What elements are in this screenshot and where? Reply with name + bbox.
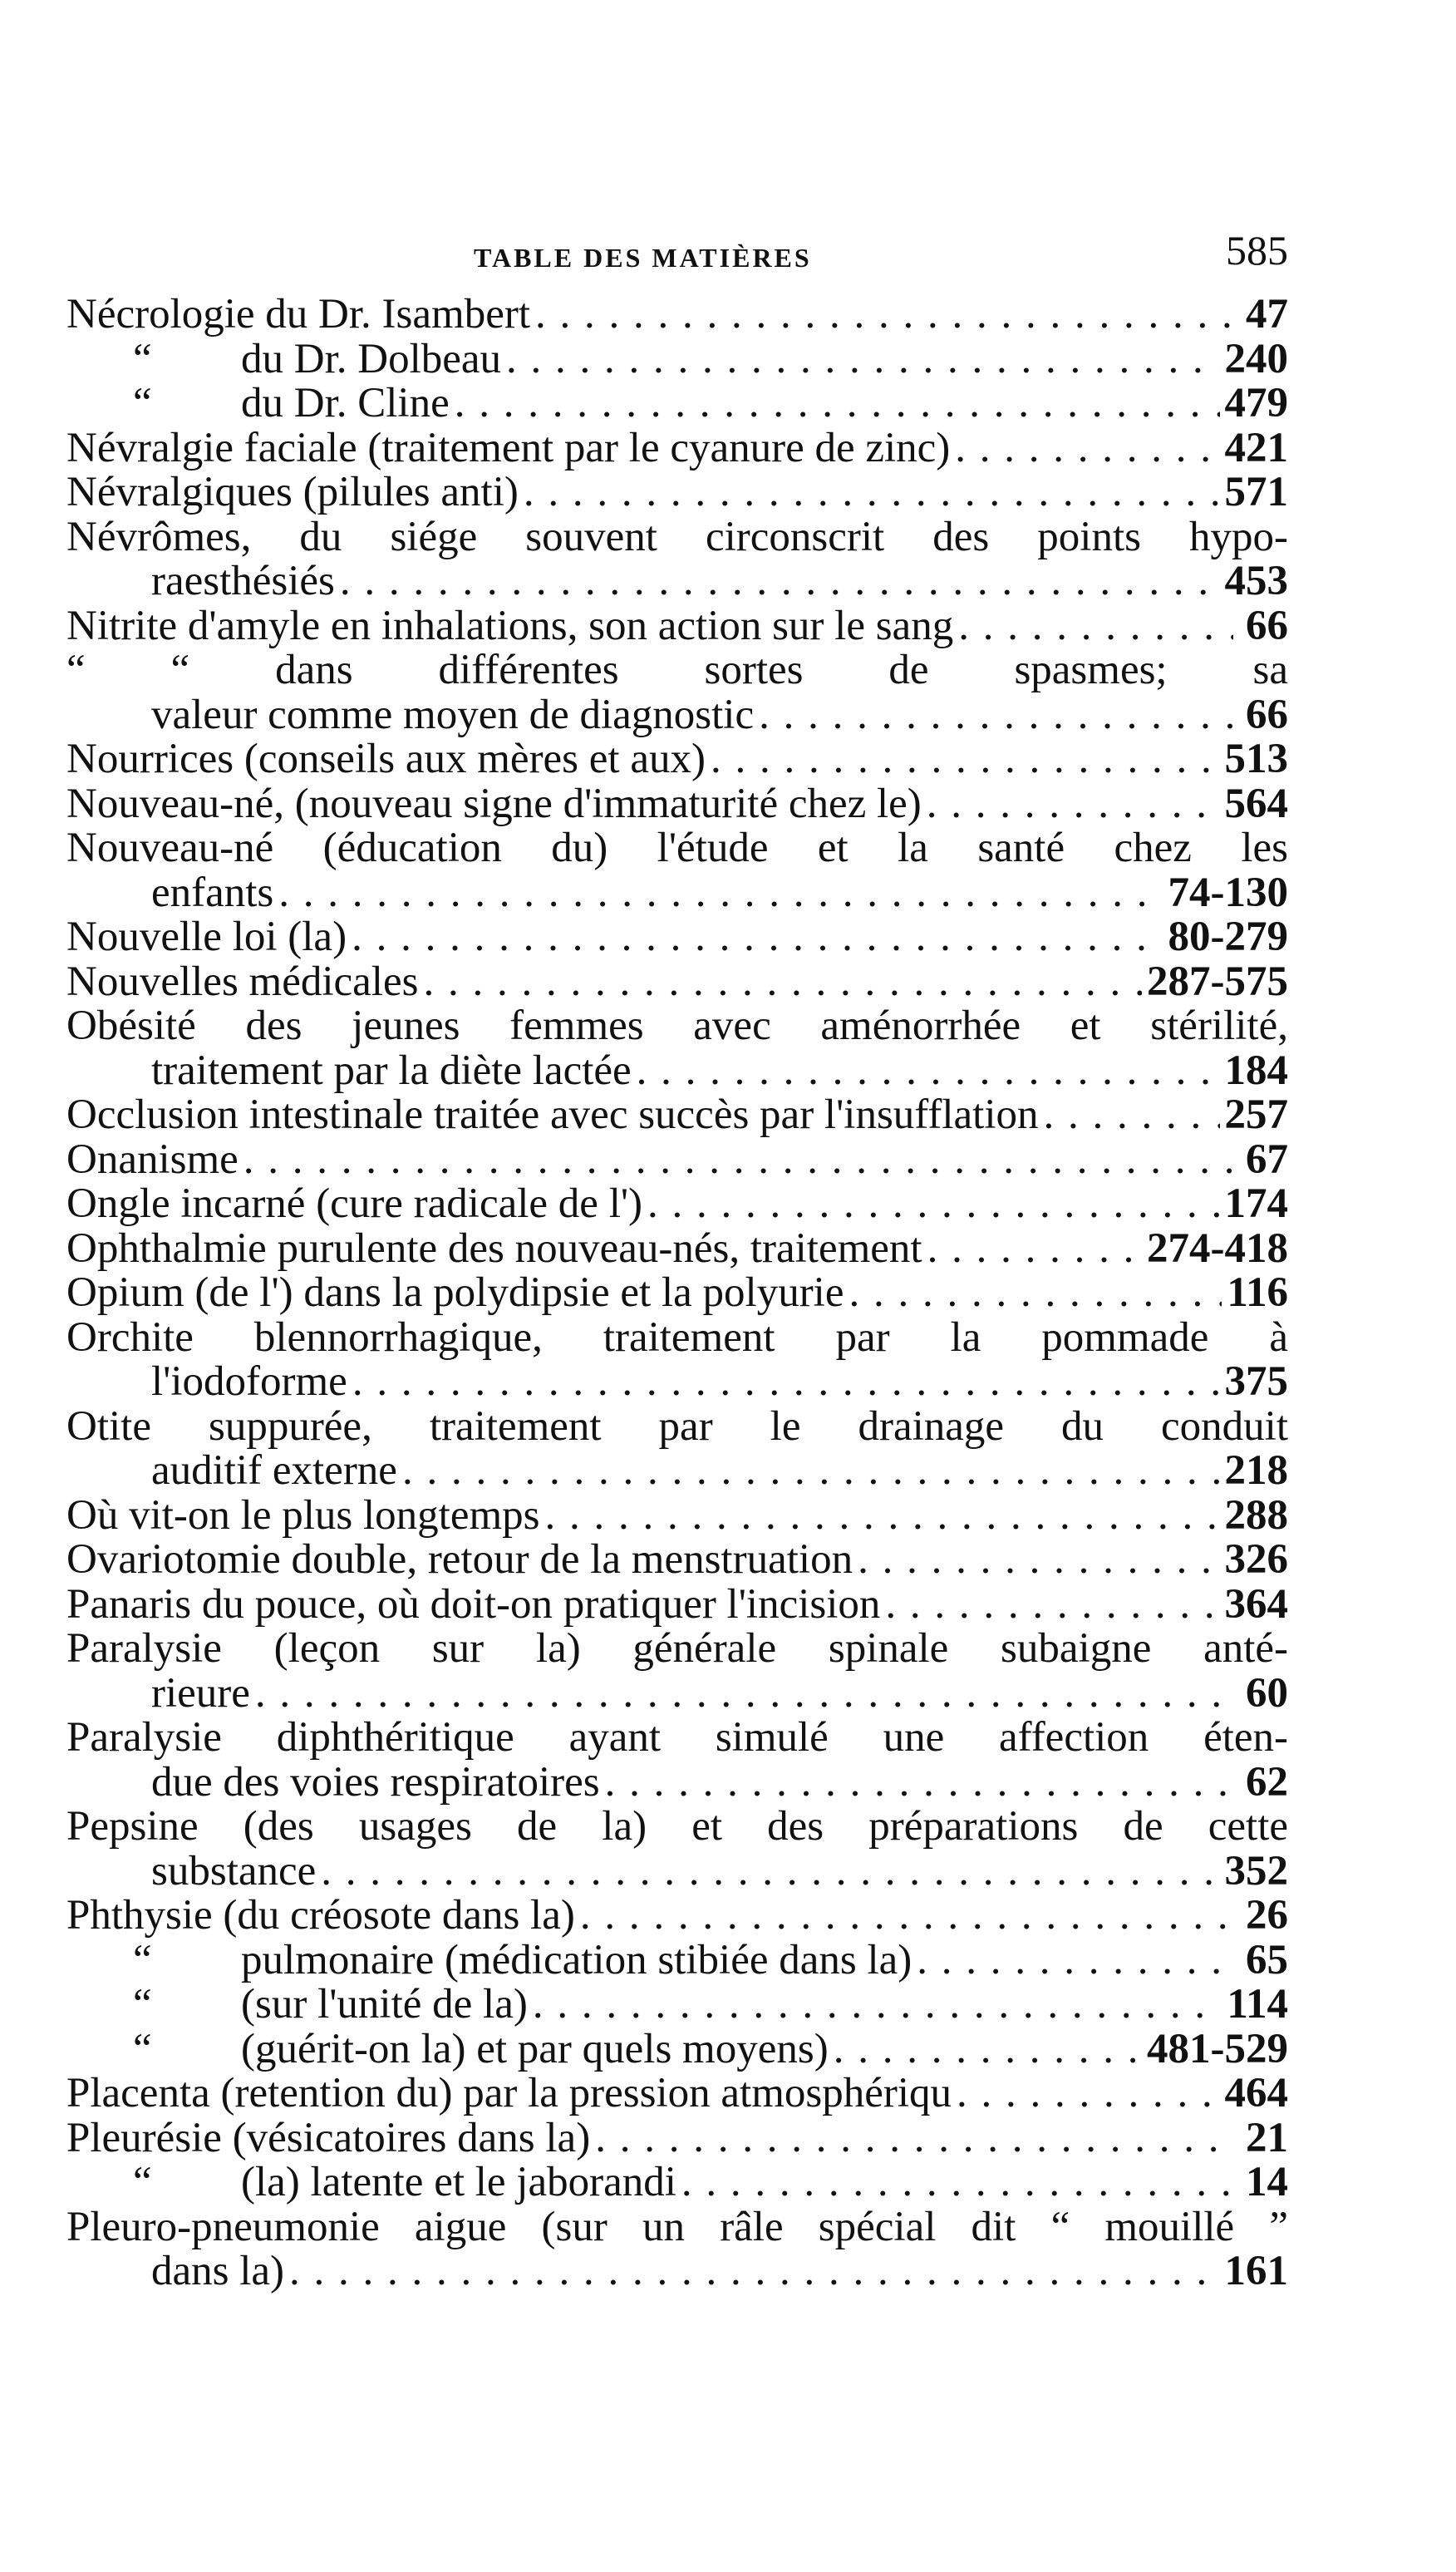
entry-page: 513 [1224,736,1288,782]
index-entry [66,1983,1288,2028]
entry-page: 326 [1224,1536,1288,1583]
entry-page: 26 [1246,1892,1288,1939]
dot-leader [927,782,1220,827]
index-entry [66,293,1288,338]
index-entry [66,1402,1288,1494]
ditto-mark: “ [133,2025,152,2072]
dot-leader [580,1894,1233,1939]
dot-leader [1044,1093,1220,1138]
entry-page: 375 [1224,1358,1288,1405]
index-entry [66,2161,1288,2205]
entry-text: Placenta (retention du) par la pression atmosphériqu [66,2070,952,2116]
entry-continuation [66,871,1288,916]
entry-text: valeur comme moyen de diagnostic [151,691,755,738]
dot-leader [858,1538,1219,1583]
index-list [66,293,1288,2294]
index-entry [66,1538,1288,1583]
entry-page: 62 [1246,1758,1288,1806]
entry-text-line1: Nouveau-né (éducation du) l'étude et la santé chez les [66,825,1288,871]
index-entry [66,2205,1288,2294]
entry-text: enfants [151,869,274,916]
index-entry [66,2072,1288,2116]
entry-page: 287-575 [1147,958,1288,1005]
entry-page: 453 [1224,558,1288,604]
dot-leader [957,2072,1220,2116]
index-entry [66,1491,1288,1539]
entry-page: 479 [1224,380,1288,426]
index-entry [66,515,1288,604]
dot-leader [637,1049,1220,1094]
dot-leader [647,1182,1219,1227]
entry-continuation [66,2249,1288,2294]
entry-text: Névralgie faciale (traitement par le cyanure de zinc) [66,424,951,471]
entry-page: 352 [1224,1847,1288,1895]
dot-leader [885,1583,1219,1628]
entry-text: Nitrite d'amyle en inhalations, son action sur le sang [66,602,954,649]
index-entry [66,1627,1288,1716]
entry-continuation [66,693,1288,738]
entry-text: l'iodoforme [151,1358,347,1405]
entry-page: 481-529 [1147,2025,1288,2072]
entry-text-line1: Paralysie diphthéritique ayant simulé une affection éten- [66,1714,1288,1761]
entry-text: Nourrices (conseils aux mères et aux) [66,736,706,782]
index-page [66,218,1288,2294]
entry-page: 60 [1246,1669,1288,1717]
index-entry [66,1138,1288,1183]
entry-continuation [66,1049,1288,1094]
dot-leader [352,1360,1220,1405]
entry-text-line1: Obésité des jeunes femmes avec aménorrhée et stérilité, [66,1003,1288,1049]
index-entry [66,1580,1288,1628]
dot-leader [524,471,1220,515]
index-entry [66,826,1288,915]
index-entry [66,1182,1288,1227]
entry-page: 184 [1224,1047,1288,1094]
entry-text: Ophthalmie purulente des nouveau-nés, traitement [66,1224,922,1272]
entry-page: 240 [1224,335,1288,382]
index-entry [66,960,1288,1005]
dot-leader [834,2028,1142,2072]
dot-leader [243,1138,1233,1183]
entry-text-line1: Orchite blennorrhagique, traitement par la pommade à [66,1313,1288,1361]
entry-text: Onanisme [66,1136,239,1183]
entry-text: du Dr. Cline [241,380,450,426]
entry-page: 161 [1224,2248,1288,2294]
dot-leader [455,382,1220,426]
entry-text-line1: Pleuro-pneumonie aigue (sur un râle spécial dit “ mouillé ” [66,2203,1288,2250]
entry-text: Pleurésie (vésicatoires dans la) [66,2114,591,2161]
entry-text: Ongle incarné (cure radicale de l') [66,1180,643,1227]
dot-leader [506,338,1219,382]
entry-continuation [66,1449,1288,1494]
entry-page: 116 [1227,1269,1288,1316]
dot-leader [535,293,1233,338]
entry-page: 564 [1224,780,1288,827]
entry-text: Nouveau-né, (nouveau signe d'immaturité chez le) [66,780,922,827]
index-entry [66,604,1288,649]
entry-text: (guérit-on la) et par quels moyens) [241,2025,829,2072]
entry-text: Occlusion intestinale traitée avec succès par l'insufflation [66,1091,1039,1138]
dot-leader [423,960,1142,1005]
entry-page: 65 [1246,1936,1288,1983]
entry-text: Où vit-on le plus longtemps [66,1491,540,1539]
entry-text: dans la) [151,2248,285,2294]
entry-page: 571 [1224,469,1288,515]
index-entry [66,335,1288,382]
entry-text: due des voies respiratoires [151,1758,600,1806]
entry-text: auditif externe [151,1447,397,1494]
dot-leader [340,559,1220,604]
entry-text: Nouvelles médicales [66,958,419,1005]
dot-leader [533,1983,1222,2028]
entry-text: (sur l'unité de la) [241,1981,528,2028]
entry-page: 66 [1246,691,1288,738]
index-entry [66,1004,1288,1093]
entry-text: Nouvelle loi (la) [66,914,347,960]
index-entry [66,2025,1288,2072]
entry-page: 67 [1246,1136,1288,1183]
entry-continuation [66,1758,1288,1806]
entry-page: 14 [1246,2159,1288,2205]
entry-page: 66 [1246,602,1288,649]
index-entry [66,1224,1288,1272]
ditto-mark: “ [133,335,152,382]
index-entry [66,426,1288,471]
ditto-mark: “ [133,1981,152,2028]
entry-page: 274-418 [1147,1224,1288,1272]
entry-text: (la) latente et le jaborandi [241,2159,676,2205]
entry-page: 47 [1246,291,1288,338]
entry-text-line1: Paralysie (leçon sur la) générale spinale subaigne anté- [66,1625,1288,1672]
entry-text-line1: Pepsine (des usages de la) et des préparations de cette [66,1803,1288,1850]
entry-page: 80-279 [1168,914,1288,960]
index-entry [66,2116,1288,2161]
dot-leader [849,1271,1222,1316]
dot-leader [402,1449,1220,1494]
index-entry [66,1716,1288,1805]
index-entry [66,382,1288,426]
running-head: TABLE DES MATIÈRES [474,243,812,273]
index-entry [66,782,1288,827]
entry-page: 174 [1224,1180,1288,1227]
dot-leader [681,2161,1233,2205]
dot-leader [605,1761,1233,1806]
entry-text: du Dr. Dolbeau [241,335,502,382]
entry-page: 21 [1246,2114,1288,2161]
entry-continuation [66,559,1288,604]
entry-text: Panaris du pouce, où doit-on pratiquer l'incision [66,1580,881,1628]
index-entry [66,1894,1288,1939]
entry-page: 114 [1227,1981,1288,2028]
index-entry [66,1271,1288,1316]
dot-leader [955,426,1219,471]
entry-page: 288 [1224,1491,1288,1539]
entry-page: 74-130 [1168,869,1288,916]
index-entry [66,648,1288,737]
dot-leader [759,693,1233,738]
dot-leader [352,915,1163,960]
entry-text: Nécrologie du Dr. Isambert [66,291,530,338]
entry-text-line1: Otite suppurée, traitement par le drainage du conduit [66,1402,1288,1450]
entry-continuation [66,1669,1288,1717]
page-header [66,218,1288,293]
index-entry [66,471,1288,515]
entry-page: 364 [1224,1580,1288,1628]
dot-leader [544,1494,1219,1539]
entry-text: rieure [151,1669,250,1717]
entry-text: pulmonaire (médication stibiée dans la) [241,1936,912,1983]
index-entry [66,1805,1288,1894]
entry-page: 464 [1224,2070,1288,2116]
index-entry [66,915,1288,960]
dot-leader [321,1850,1219,1895]
dot-leader [917,1939,1233,1983]
entry-continuation [66,1360,1288,1405]
entry-text: raesthésiés [151,558,335,604]
dot-leader [711,737,1220,782]
entry-text: traitement par la diète lactée [151,1047,632,1094]
entry-page: 421 [1224,424,1288,471]
entry-text-line1: “ “ dans différentes sortes de spasmes; sa [66,647,1288,693]
entry-text: Phthysie (du créosote dans la) [66,1892,575,1939]
dot-leader [278,871,1163,916]
ditto-mark: “ [133,2159,152,2205]
entry-page: 257 [1224,1091,1288,1138]
dot-leader [289,2249,1219,2294]
ditto-mark: “ [133,380,152,426]
index-entry [66,737,1288,782]
dot-leader [958,604,1233,649]
dot-leader [255,1672,1233,1717]
dot-leader [927,1227,1142,1272]
entry-text: substance [151,1847,317,1895]
entry-continuation [66,1847,1288,1895]
entry-page: 218 [1224,1447,1288,1494]
dot-leader [595,2116,1233,2161]
entry-text-line1: Névrômes, du siége souvent circonscrit des points hypo- [66,513,1288,560]
entry-text: Opium (de l') dans la polydipsie et la polyurie [66,1269,844,1316]
index-entry [66,1093,1288,1138]
page-number: 585 [1226,227,1288,273]
index-entry [66,1936,1288,1983]
entry-text: Névralgiques (pilules anti) [66,469,519,515]
entry-text: Ovariotomie double, retour de la menstruation [66,1536,853,1583]
index-entry [66,1313,1288,1405]
ditto-mark: “ [133,1936,152,1983]
